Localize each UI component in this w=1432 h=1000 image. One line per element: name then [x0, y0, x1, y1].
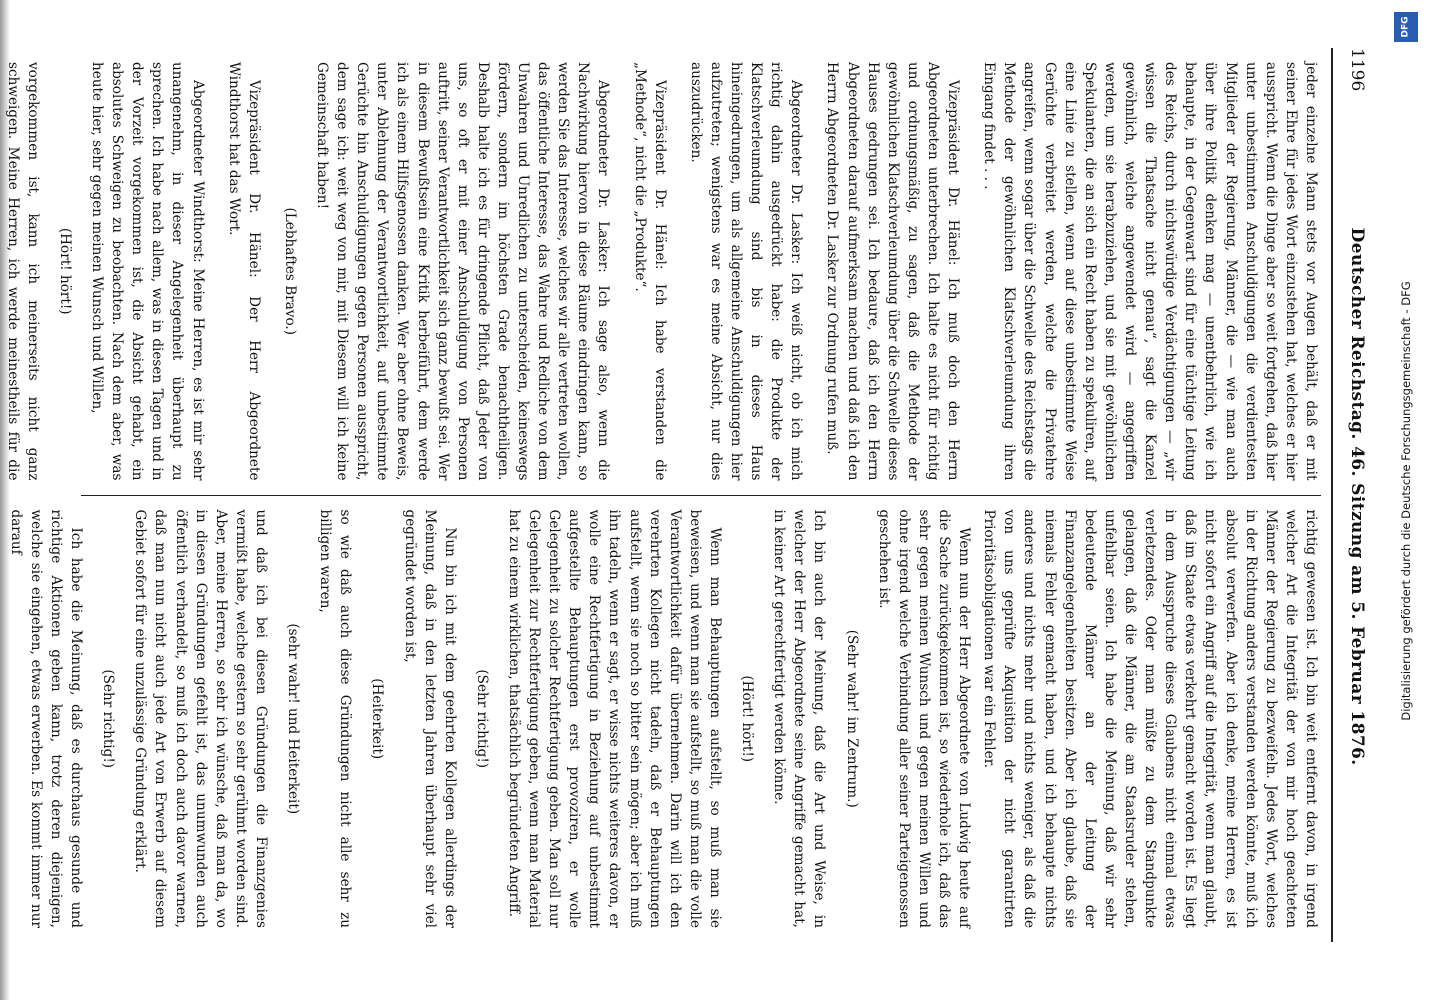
paragraph: Abgeordneter Windthorst: Meine Herren, es ist mir sehr unangenehm, in dieser Angelegenheit überhaupt zu sprechen. Ich habe nach allem, was in diesen Tagen und in der Vorzeit vorgekommen ist, die Absicht gehabt, ein absolutes Schweigen zu beobachten. Nach dem aber, was heute hier, sehr gegen meinen Wunsch und Willen, [88, 62, 206, 481]
text-columns [4, 48, 1321, 942]
paragraph: richtig gewesen ist. Ich bin weit entfernt davon, in irgend welcher Art die Integrität der von mir hoch geachteten Männer der Regierung zu bezweifeln. Jedes Wort, welches in der Richtung anders verstanden werden könnte, muß ich absolut verwerfen. Aber ich denke, meine Herren, es ist nicht sofort ein Angriff auf die Integrität, wenn man glaubt, daß im Staate etwas verkehrt gemacht worden ist. Es liegt in dem Ausspruche dieses Glaubens nicht einmal etwas verletzendes. Oder man müßte zu dem Standpunkte gelangen, daß die Männer, die am Staatsruder stehen, unfehlbar seien. Ich habe die Meinung, daß wir sehr bedeutende Männer an der Leitung der Finanzangelegenheiten besitzen. Aber ich glaube, daß sie niemals Fehler gemacht haben, und ich behaupte nichts anderes und nichts mehr und nichts weniger, als daß die von uns geprüfte Akquisition der nicht garantirten Prioritätsobligationen war ein Fehler. [981, 509, 1319, 928]
paragraph: Vizepräsident Dr. Hänel: Ich muß doch den Herrn Abgeordneten unterbrechen. Ich halte es nicht für richtig und ordnungsmäßig, zu sagen, daß die Methode der gewöhnlichen Klatschverleumdung über die Schwelle dieses Hauses gedrungen sei. Ich bedaure, daß ich den Herrn Abgeordneten darauf aufmerksam machen und daß ich den Herrn Abgeordneten Dr. Lasker zur Ordnung rufen muß. [824, 62, 962, 481]
paragraph: Vizepräsident Dr. Hänel: Ich habe verstanden die „Methode“, nicht die „Produkte“. [631, 62, 668, 481]
interjection: (Sehr richtig!) [100, 669, 117, 769]
paragraph: Ich habe die Meinung, daß es durchaus gesunde und richtige Aktionen geben kann, trotz deren diejenigen, welche sie eingehen, etwas erwerben. Es kommt immer nur darauf [7, 509, 85, 928]
dfg-funding-note: Digitalisierung gefördert durch die Deutsche Forschungsgemeinschaft - DFG [1399, 281, 1413, 721]
paragraph: Wenn nun der Herr Abgeordnete von Ludwig heute auf die Sache zurückgekommen ist, so wiederhole ich, daß das sehr gegen meinen Wunsch und gegen meinen Willen und ohne irgend welche Verbindung aller seiner Parteigenossen geschehen ist. [875, 509, 973, 928]
dfg-logo-text: DFG [1400, 16, 1411, 38]
paragraph: Abgeordneter Dr. Lasker: Ich sage also, wenn die Nachwirkung hiervon in diese Räume eindringen kann, so werden Sie das Interesse, welches wir alle vertreten wollen, das öffentliche Interesse, das Wahre und Redliche von dem Unwahren und Unredlichen zu unterscheiden, keineswegs fördern, sondern im höchsten Grade benachtheiligen. Deshalb halte ich es für dringende Pflicht, daß Jeder von uns, so oft er mit einer Anschuldigung von Personen auftritt, seiner Verantwortlichkeit sich ganz bewußt sei. Wer in diesem Bewußtsein eine Kritik herbeiführt, dem werde ich als einem Hilfsgenossen danken. Wer aber ohne Beweis, unter Ablehnung der Verantwortlichkeit, auf unbestimmte Gerüchte hin Anschuldigungen gegen Personen ausspricht, dem sage ich: weit weg von mir, mit Diesem will ich keine Gemeinschaft haben! [313, 62, 612, 481]
interjection: (Hört! hört!) [739, 675, 756, 763]
paragraph: jeder einzelne Mann stets vor Augen behält, daß er mit seiner Ehre für jedes Wort einzustehen hat, welches er hier ausspricht. Wenn die Dinge aber so weit fortgehen, daß hier unter unbestimmten Anschuldigungen die verdientesten Mitglieder der Regierung, Männer, die — wie man auch über ihre Politik denken mag — unentbehrlich, wie ich behaupte, in der Gegenwart sind für eine tüchtige Leitung des Reichs, durch nichtswürdige Verdächtigungen — „wir wissen die Thatsache nicht genau“, sagt die Kanzel gewöhnlich, welche angewendet wird — angegriffen werden, um sie herabzuziehen, und sie mit gewöhnlichen Spekulanten, die an sich ein Recht haben zu spekuliren, auf eine Linie zu stellen, wenn auf diese unbestimmte Weise Gerüchte verbreitet werden, welche die Privatehre angreifen, wenn sogar über die Schwelle des Reichstags die Methode der gewöhnlichen Klatschverleumdung ihren Eingang findet . . . [981, 62, 1319, 481]
paragraph: so wie daß auch diese Gründungen nicht alle sehr zu billigen waren, [317, 509, 354, 928]
paragraph: Wenn man Behauptungen aufstellt, so muß man sie beweisen, und wenn man sie aufstellt, so muß man die volle Verantwortlichkeit dafür übernehmen. Darin will ich den verehrten Kollegen nicht tadeln, daß er Behauptungen aufstellt, wenn sie noch so bitter sein mögen; aber ich muß ihn tadeln, wenn er sagt, er wisse nichts weiteres davon, er wolle eine Rechtfertigung in Beziehung auf unbestimmt aufgestellte Behauptungen erst provoziren, er wolle Gelegenheit zu solcher Rechtfertigung geben. Man soll nur Gelegenheit zur Rechtfertigung geben, wenn man Material hat zu einem wirklichen, thatsächlich begründeten Angriff. [505, 509, 724, 928]
text-column-right [7, 495, 1321, 943]
interjection: (Hört! hört!) [56, 227, 73, 315]
interjection: (Sehr wahr! im Zentrum.) [843, 629, 860, 808]
paragraph: Nun bin ich mit dem geehrten Kollegen allerdings der Meinung, daß in den letzten Jahren überhaupt sehr viel gegründet worden ist, [401, 509, 458, 928]
dfg-logo [1394, 12, 1418, 42]
interjection: (Heiterkeit) [369, 678, 386, 760]
paragraph: und daß ich bei diesen Gründungen die Finanzgenies vermißt habe, welche gestern so sehr gerühmt worden sind. Aber, meine Herren, so sehr ich wünsche, daß man da, wo in diesen Gründungen gefehlt ist, das unumwunden auch öffentlich verhandelt, so muß ich doch auch davor warnen, daß man nun nicht auch jede Art von Erwerb auf diesem Gebiet sofort für eine unzulässige Gründung erklärt. [132, 509, 269, 928]
page-title: Deutscher Reichstag. 46. Sitzung am 5. Februar 1876. [1347, 227, 1367, 766]
paragraph: Vizepräsident Dr. Hänel: Der Herr Abgeordnete Windthorst hat das Wort. [225, 62, 262, 481]
dfg-stamp [1392, 6, 1420, 996]
text-column-left [4, 48, 1321, 495]
page-number: 1196 [1347, 48, 1367, 92]
paragraph: vorgekommen ist, kann ich meinerseits nicht ganz schweigen. Meine Herren, ich werde meinestheils für die [4, 62, 41, 481]
interjection: (Lebhaftes Bravo.) [281, 207, 298, 336]
rotated-page [4, 20, 1381, 980]
interjection: (sehr wahr! und Heiterkeit) [285, 623, 302, 815]
interjection: (Sehr richtig!) [473, 669, 490, 769]
page-header [1331, 48, 1367, 942]
paragraph: Ich bin auch der Meinung, daß die Art und Weise, in welcher der Herr Abgeordnete seine Angriffe gemacht hat, in keiner Art gerechtfertigt werden könne. [771, 509, 828, 928]
paragraph: Abgeordneter Dr. Lasker: Ich weiß nicht, ob ich mich richtig dahin ausgedrückt habe: die Produkte der Klatschverleumdung sind bis in dieses Haus hineingedrungen, um als allgemeine Anschuldigungen hier aufzutreten; wenigstens war es meine Absicht, nur dies auszudrücken. [687, 62, 805, 481]
